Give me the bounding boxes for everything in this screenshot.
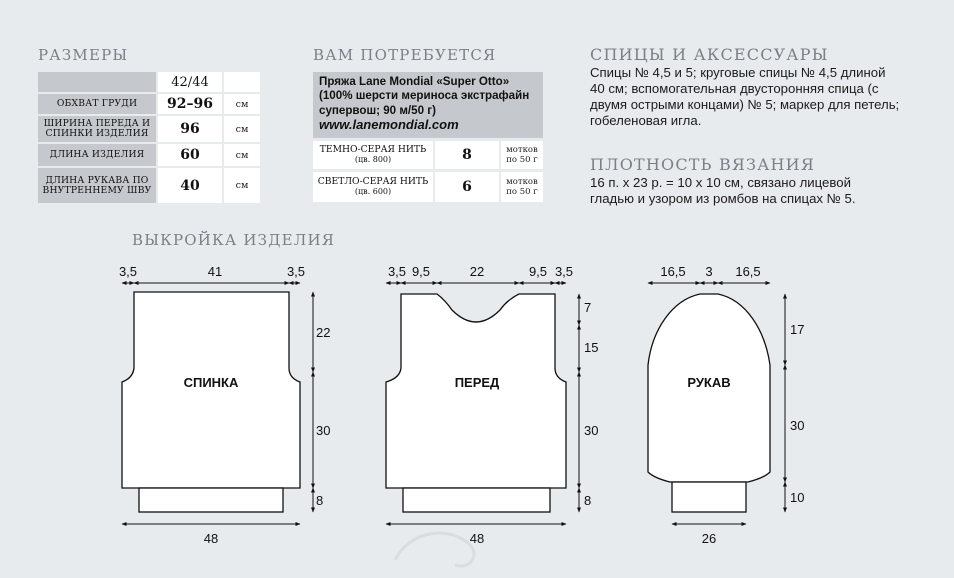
gauge-line: 16 п. х 23 р. = 10 х 10 см, связано лицевой [590, 175, 851, 190]
size-row-unit: см [224, 144, 260, 166]
back-piece [122, 292, 300, 512]
front-dim-side: 7 [584, 300, 592, 315]
front-label: ПЕРЕД [454, 375, 500, 390]
front-dim-bottom: 48 [469, 531, 485, 546]
yarn-line: супервош; 90 м/50 г) [319, 103, 436, 117]
schematic-title: ВЫКРОЙКА ИЗДЕЛИЯ [132, 231, 336, 249]
color-name: СВЕТЛО-СЕРАЯ НИТЬ [317, 175, 429, 187]
back-top-dimensions [119, 264, 305, 283]
sleeve-dim-top: 16,5 [735, 264, 761, 279]
color-amount: 8 [435, 141, 499, 169]
unit-bottom: по 50 г [506, 155, 538, 165]
gauge-line: гладью и узором из ромбов на спицах № 5. [590, 191, 856, 206]
size-row-label: ДЛИНА РУКАВА ПО ВНУТРЕННЕМУ ШВУ [38, 168, 156, 203]
front-dim-side: 30 [584, 423, 599, 438]
back-dim-top: 3,5 [286, 264, 306, 279]
sleeve-label: РУКАВ [687, 375, 731, 390]
color-amount: 6 [435, 172, 499, 202]
size-row-label: ОБХВАТ ГРУДИ [38, 94, 156, 114]
unit-bottom: по 50 г [506, 187, 538, 197]
color-name: ТЕМНО-СЕРАЯ НИТЬ [319, 143, 427, 155]
size-row-value: 92–96 [158, 94, 222, 114]
sleeve-top-dimensions [648, 264, 770, 283]
front-bottom-dimension [386, 524, 566, 546]
size-row-value: 40 [158, 168, 222, 203]
yarn-website-link[interactable]: www.lanemondial.com [319, 116, 459, 132]
front-dim-side: 8 [584, 493, 592, 508]
needles-line: Спицы № 4,5 и 5; круговые спицы № 4,5 длиной [590, 65, 886, 80]
size-row-value: 60 [158, 144, 222, 166]
sleeve-piece [648, 294, 770, 512]
back-dim-top: 3,5 [118, 264, 138, 279]
sleeve-dim-side: 17 [790, 322, 805, 337]
color-code: (цв. 800) [354, 155, 392, 164]
front-piece [386, 294, 566, 512]
unit-top: мотков [506, 145, 538, 155]
yarn-line: Пряжа Lane Mondial «Super Otto» [319, 75, 510, 88]
sleeve-dim-top: 16,5 [660, 264, 686, 279]
sleeve-side-dimensions [785, 294, 804, 512]
back-dim-side: 22 [316, 325, 331, 340]
gauge-title: ПЛОТНОСТЬ ВЯЗАНИЯ [590, 155, 815, 174]
back-label: СПИНКА [183, 375, 239, 390]
front-dim-top: 22 [469, 264, 485, 279]
size-row-label: ДЛИНА ИЗДЕЛИЯ [38, 144, 156, 166]
yarn-line: (100% шерсти мериноса экстрафайн [319, 89, 530, 103]
unit-top: мотков [506, 177, 538, 187]
sleeve-dim-side: 10 [790, 490, 805, 505]
size-row-unit: см [224, 94, 260, 114]
front-dim-top: 3,5 [387, 264, 407, 279]
size-row-label: ШИРИНА ПЕРЕДА И СПИНКИ ИЗДЕЛИЯ [38, 116, 156, 142]
front-dim-top: 3,5 [554, 264, 574, 279]
needles-line: двумя острыми концами) № 5; маркер для петель; [590, 97, 900, 112]
front-side-dimensions [579, 294, 598, 512]
back-bottom-dimension [122, 524, 300, 546]
sleeve-dim-bottom: 26 [701, 531, 717, 546]
needles-line: гобеленовая игла. [590, 113, 702, 128]
front-top-dimensions [386, 264, 573, 283]
front-dim-top: 9,5 [411, 264, 431, 279]
materials-title: ВАМ ПОТРЕБУЕТСЯ [313, 46, 497, 64]
sleeve-bottom-dimension [672, 524, 746, 546]
sleeve-dim-top: 3 [705, 264, 713, 279]
back-dim-bottom: 48 [203, 531, 219, 546]
front-dim-side: 15 [584, 340, 599, 355]
back-dim-top: 41 [207, 264, 223, 279]
back-side-dimensions [313, 292, 330, 512]
size-row-unit: см [224, 116, 260, 142]
back-dim-side: 30 [316, 423, 331, 438]
needles-line: 40 см; вспомогательная двусторонняя спица (с [590, 81, 879, 96]
watermark-swirl [395, 533, 474, 566]
back-dim-side: 8 [316, 493, 324, 508]
size-row-value: 96 [158, 116, 222, 142]
front-dim-top: 9,5 [528, 264, 548, 279]
color-code: (цв. 600) [354, 187, 392, 196]
sizes-title: РАЗМЕРЫ [38, 46, 129, 64]
size-row-unit: см [224, 168, 260, 203]
size-label: 42/44 [158, 72, 222, 92]
sleeve-dim-side: 30 [790, 418, 805, 433]
needles-title: СПИЦЫ И АКСЕССУАРЫ [590, 45, 829, 64]
